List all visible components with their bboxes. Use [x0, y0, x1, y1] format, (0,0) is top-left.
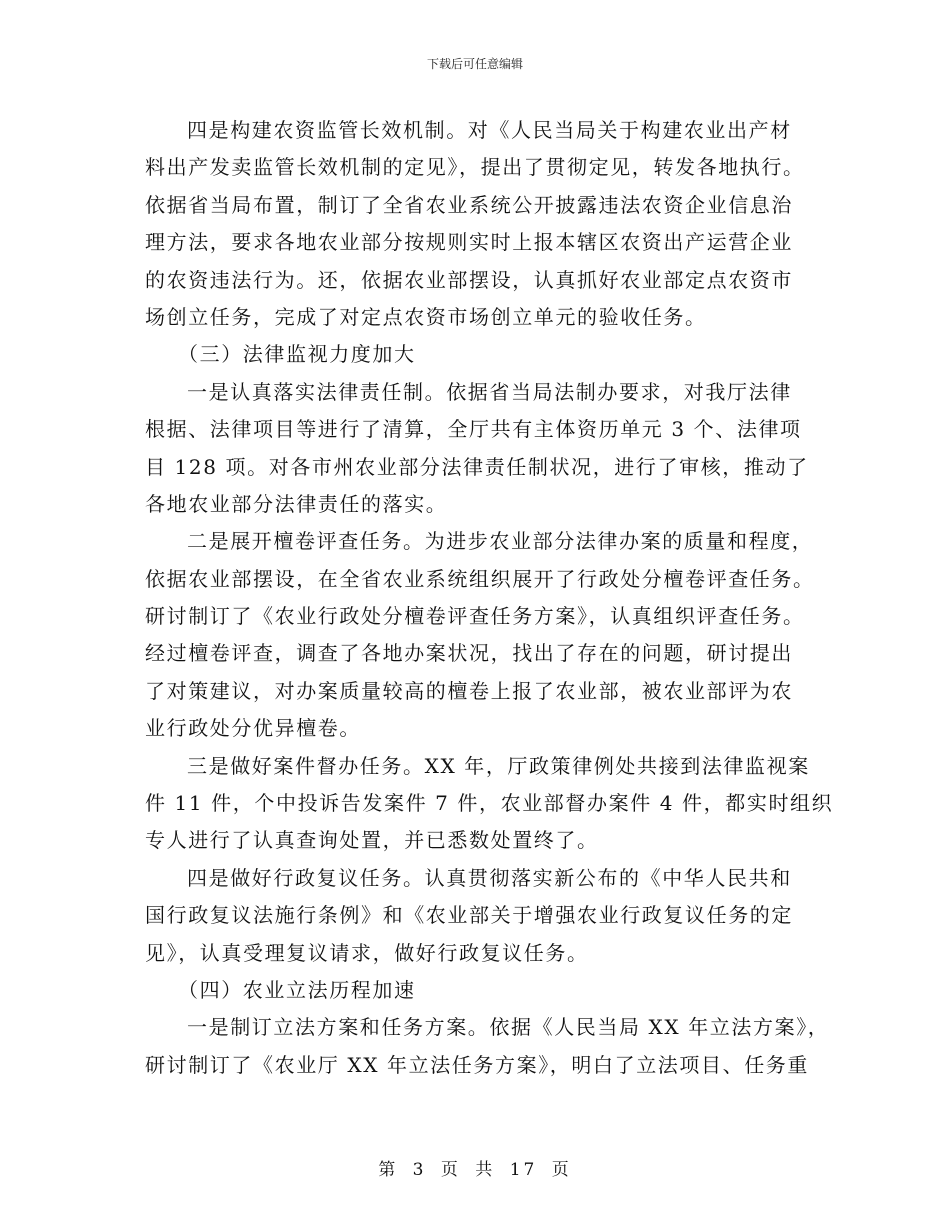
- text-line: 二是展开檀卷评查任务。为进步农业部分法律办案的质量和程度，: [187, 529, 814, 554]
- text-line: （三）法律监视力度加大: [178, 342, 416, 367]
- text-line: 见》，认真受理复议请求，做好行政复议任务。: [145, 940, 589, 965]
- text-line: 研讨制订了《农业行政处分檀卷评查任务方案》，认真组织评查任务。: [145, 604, 805, 629]
- text-line: 料出产发卖监管长效机制的定见》，提出了贯彻定见，转发各地执行。: [145, 155, 805, 180]
- text-line: 依据省当局布置，制订了全省农业系统公开披露违法农资企业信息治: [145, 192, 793, 217]
- text-line: 四是做好行政复议任务。认真贯彻落实新公布的《中华人民共和: [187, 865, 792, 890]
- page-number: 第 3 页 共 17 页: [378, 1160, 572, 1180]
- text-line: 研讨制订了《农业厅 XX 年立法任务方案》，明白了立法项目、任务重: [145, 1052, 809, 1077]
- text-line: 经过檀卷评查，调查了各地办案状况，找出了存在的问题，研讨提出: [145, 641, 793, 666]
- text-line: 国行政复议法施行条例》和《农业部关于增强农业行政复议任务的定: [145, 903, 793, 928]
- text-line: 一是认真落实法律责任制。依据省当局法制办要求，对我厅法律: [187, 379, 792, 404]
- text-line: 一是制订立法方案和任务方案。依据《人民当局 XX 年立法方案》，: [187, 1015, 830, 1040]
- text-line: 专人进行了认真查询处置，并已悉数处置终了。: [145, 828, 599, 853]
- text-line: 依据农业部摆设，在全省农业系统组织展开了行政处分檀卷评查任务。: [145, 566, 815, 591]
- text-line: 根据、法律项目等进行了清算，全厅共有主体资历单元 3 个、法律项: [145, 417, 802, 442]
- page-header: 下载后可任意编辑: [426, 57, 523, 71]
- text-line: 件 11 件，个中投诉告发案件 7 件，农业部督办案件 4 件，都实时组织: [145, 791, 834, 816]
- text-line: 了对策建议，对办案质量较高的檀卷上报了农业部，被农业部评为农: [145, 678, 793, 703]
- text-line: 的农资违法行为。还，依据农业部摆设，认真抓好农业部定点农资市: [145, 267, 793, 292]
- text-line: （四）农业立法历程加速: [178, 977, 416, 1002]
- document-body: [145, 112, 834, 1084]
- text-line: 各地农业部分法律责任的落实。: [145, 491, 448, 516]
- text-line: 场创立任务，完成了对定点农资市场创立单元的验收任务。: [145, 304, 707, 329]
- text-line: 三是做好案件督办任务。XX 年，厅政策律例处共接到法律监视案: [187, 753, 810, 778]
- text-line: 业行政处分优异檀卷。: [145, 716, 361, 741]
- text-line: 四是构建农资监管长效机制。对《人民当局关于构建农业出产材: [187, 118, 792, 142]
- text-line: 目 128 项。对各市州农业部分法律责任制状况，进行了审核，推动了: [145, 454, 809, 479]
- text-line: 理方法，要求各地农业部分按规则实时上报本辖区农资出产运营企业: [145, 230, 793, 255]
